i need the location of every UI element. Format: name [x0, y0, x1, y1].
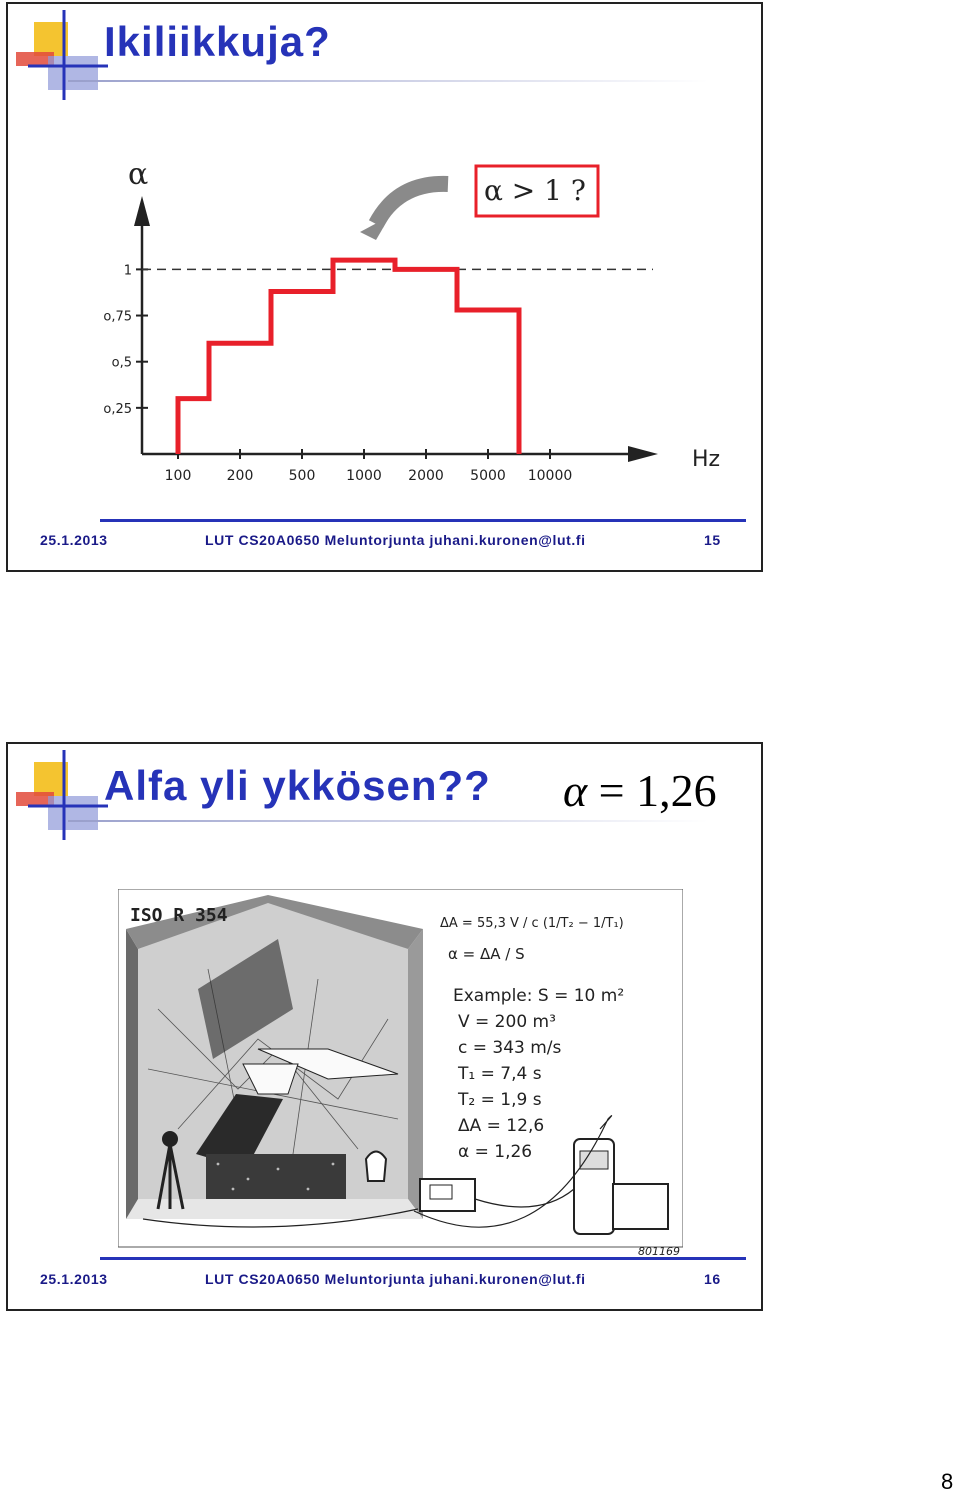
absorption-series-line	[178, 260, 519, 454]
example-line: T₂ = 1,9 s	[458, 1090, 542, 1110]
room-left-wall	[126, 929, 138, 1219]
figure-code: 801169	[638, 1245, 680, 1257]
annotation-text: α > 1 ?	[484, 174, 586, 207]
page-number: 8	[941, 1469, 954, 1494]
slide-corner-decoration	[8, 4, 118, 104]
slide-16	[6, 742, 763, 1311]
footer-date: 25.1.2013	[40, 532, 108, 548]
x-axis-arrow	[628, 446, 658, 462]
y-tick-label: o,5	[111, 355, 132, 371]
footer-date: 25.1.2013	[40, 1271, 108, 1287]
example-line: T₁ = 7,4 s	[458, 1064, 542, 1084]
x-tick-label: 1000	[346, 468, 382, 484]
slide-15	[6, 2, 763, 572]
formula-variable: α	[563, 765, 588, 816]
title-divider	[68, 820, 708, 822]
title-divider	[68, 80, 708, 82]
standard-label: ISO R 354	[130, 905, 228, 926]
y-tick-label: o,25	[103, 401, 132, 417]
y-tick-label: 1	[123, 263, 132, 279]
absorber-sample	[206, 1154, 346, 1199]
room-right-wall	[408, 929, 423, 1219]
slide-footer	[8, 1271, 763, 1291]
x-tick-label: 2000	[408, 468, 444, 484]
example-line: c = 343 m/s	[458, 1038, 562, 1058]
loudspeaker-icon	[162, 1131, 178, 1147]
formula-delta-a: ΔA = 55,3 V / c (1/T₂ − 1/T₁)	[440, 916, 624, 931]
footer-course-info: LUT CS20A0650 Meluntorjunta juhani.kuronen@lut.fi	[205, 1271, 586, 1287]
example-line: Example: S = 10 m²	[453, 986, 625, 1006]
microphone-icon	[366, 1152, 386, 1182]
x-axis-label: Hz	[692, 447, 721, 472]
y-tick-label: o,75	[103, 309, 132, 325]
x-tick-label: 100	[164, 468, 192, 484]
slide-title: Ikiliikkuja?	[104, 18, 331, 65]
slide-footer	[8, 532, 763, 552]
footer-slide-number: 16	[704, 1271, 721, 1287]
footer-slide-number: 15	[704, 532, 721, 548]
x-tick-label: 500	[288, 468, 316, 484]
formula-alpha: α = ΔA / S	[448, 945, 525, 963]
slide-corner-decoration	[8, 744, 118, 844]
alpha-formula	[563, 764, 717, 817]
footer-divider	[100, 1257, 746, 1260]
absorption-chart	[98, 154, 738, 494]
level-recorder	[613, 1184, 668, 1229]
x-tick-label: 200	[226, 468, 254, 484]
reverberation-room-illustration	[118, 889, 683, 1257]
y-axis-arrow	[134, 196, 150, 226]
footer-divider	[100, 519, 746, 522]
x-tick-label: 5000	[470, 468, 506, 484]
slide-title: Alfa yli ykkösen??	[104, 762, 491, 809]
example-line: ΔA = 12,6	[458, 1116, 545, 1136]
formula-value: 1,26	[636, 765, 717, 816]
footer-course-info: LUT CS20A0650 Meluntorjunta juhani.kuronen@lut.fi	[205, 532, 586, 548]
example-line: V = 200 m³	[458, 1012, 556, 1032]
formula-equals: =	[598, 765, 625, 816]
y-axis-label: α	[128, 157, 149, 192]
example-line: α = 1,26	[458, 1142, 533, 1162]
x-tick-label: 10000	[527, 468, 573, 484]
